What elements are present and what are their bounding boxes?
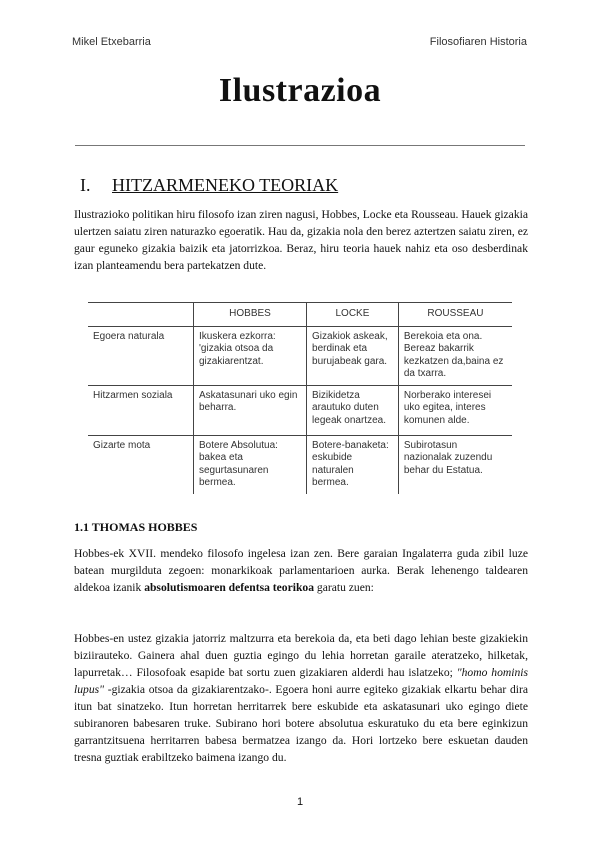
section-heading <box>80 175 338 196</box>
table-cell: Hitzarmen soziala <box>88 385 194 435</box>
header-course: Filosofiaren Historia <box>429 36 527 48</box>
table-cell: Botere-banaketa: eskubide naturalen bermea. <box>307 435 399 494</box>
hobbes-paragraph-2 <box>74 630 528 766</box>
table-cell: Ikuskera ezkorra: 'gizakia otsoa da gizakiarentzat. <box>194 326 307 385</box>
table-cell: Norberako interesei uko egitea, interes komunen alde. <box>398 385 512 435</box>
table-cell: Bizikidetza arautuko duten legeak onartzea. <box>307 385 399 435</box>
table-cell: Berekoia eta ona. Bereaz bakarrik kezkatzen da,baina ez da txarra. <box>398 326 512 385</box>
table-cell: Subirotasun nazionalak zuzendu behar du Estatua. <box>398 435 512 494</box>
table-cell: Egoera naturala <box>88 326 194 385</box>
title-divider <box>75 145 525 146</box>
table-cell: Gizakiok askeak, berdinak eta burujabeak gara. <box>307 326 399 385</box>
comparison-table <box>88 302 512 494</box>
header-author: Mikel Etxebarria <box>72 36 151 48</box>
document-title: Ilustrazioa <box>218 72 382 109</box>
table-header-cell <box>88 303 194 327</box>
table-row <box>88 435 512 494</box>
section-title: HITZARMENEKO TEORIAK <box>112 175 339 195</box>
text: garatu zuen: <box>314 581 374 594</box>
intro-paragraph: Ilustrazioko politikan hiru filosofo izan ziren nagusi, Hobbes, Locke eta Rousseau. Hauek gizakia ulertzen saiatu ziren naturazko egoeratik. Hau da, gizakia nola den berez aztertzen saiatu ziren, ez gaur eguneko gizakia baizik eta jatorrizkoa. Beraz, hiru teoria hauek nahiz eta oso desberdinak izan planteamendu bera partekatzen dute. <box>74 208 528 272</box>
italic-quote: "homo hominis lupus" <box>74 666 528 696</box>
table-header-cell: LOCKE <box>307 303 399 327</box>
table-header-cell: ROUSSEAU <box>398 303 512 327</box>
page-number: 1 <box>296 796 304 808</box>
text: Hobbes-ek XVII. mendeko filosofo ingelesa izan zen. Bere garaian Ingalaterra guda zibil luze batean murgilduta zegoen: monarkikoak parlamentarioen aurka. Berak lehenengo taldearen aldekoa izanik <box>74 547 528 594</box>
table-header-cell: HOBBES <box>194 303 307 327</box>
hobbes-paragraph-1 <box>74 545 528 596</box>
table-cell: Askatasunari uko egin beharra. <box>194 385 307 435</box>
text: -gizakia otsoa da gizakiarentzako-. Egoera honi aurre egiteko gizakiak elkartu behar dira itun bat sinatzeko. Itun horretan herritarrek bere eskubide eta askatasunari uko egingo diete subiranoren babesaren truke. Subirano hori botere absolutua eskuratuko du eta bere eginkizun garrantzitsuena herritarren babesa bermatzea izango da. Hori lortzeko bere eskuetan dauden tresna guztiak erabiltzeko baimena izango du. <box>74 683 528 764</box>
text: Hobbes-en ustez gizakia jatorriz maltzurra eta berekoia da, eta beti dago lehian beste gizakiekin biziirauteko. Gainera ahal duen guztia egingo du lehia horretan garaile ateratzeko, hilketak, lapurretak… Filosofoak esapide bat sortu zuen gizakiaren alderdi hau islatzeko; <box>74 632 528 679</box>
subsection-heading: 1.1 THOMAS HOBBES <box>74 520 198 534</box>
table-cell: Gizarte mota <box>88 435 194 494</box>
table-row <box>88 326 512 385</box>
table-header-row <box>88 303 512 327</box>
section-number: I. <box>80 175 91 195</box>
bold-text: absolutismoaren defentsa teorikoa <box>144 581 315 594</box>
table-cell: Botere Absolutua: bakea eta segurtasunaren bermea. <box>194 435 307 494</box>
table-row <box>88 385 512 435</box>
